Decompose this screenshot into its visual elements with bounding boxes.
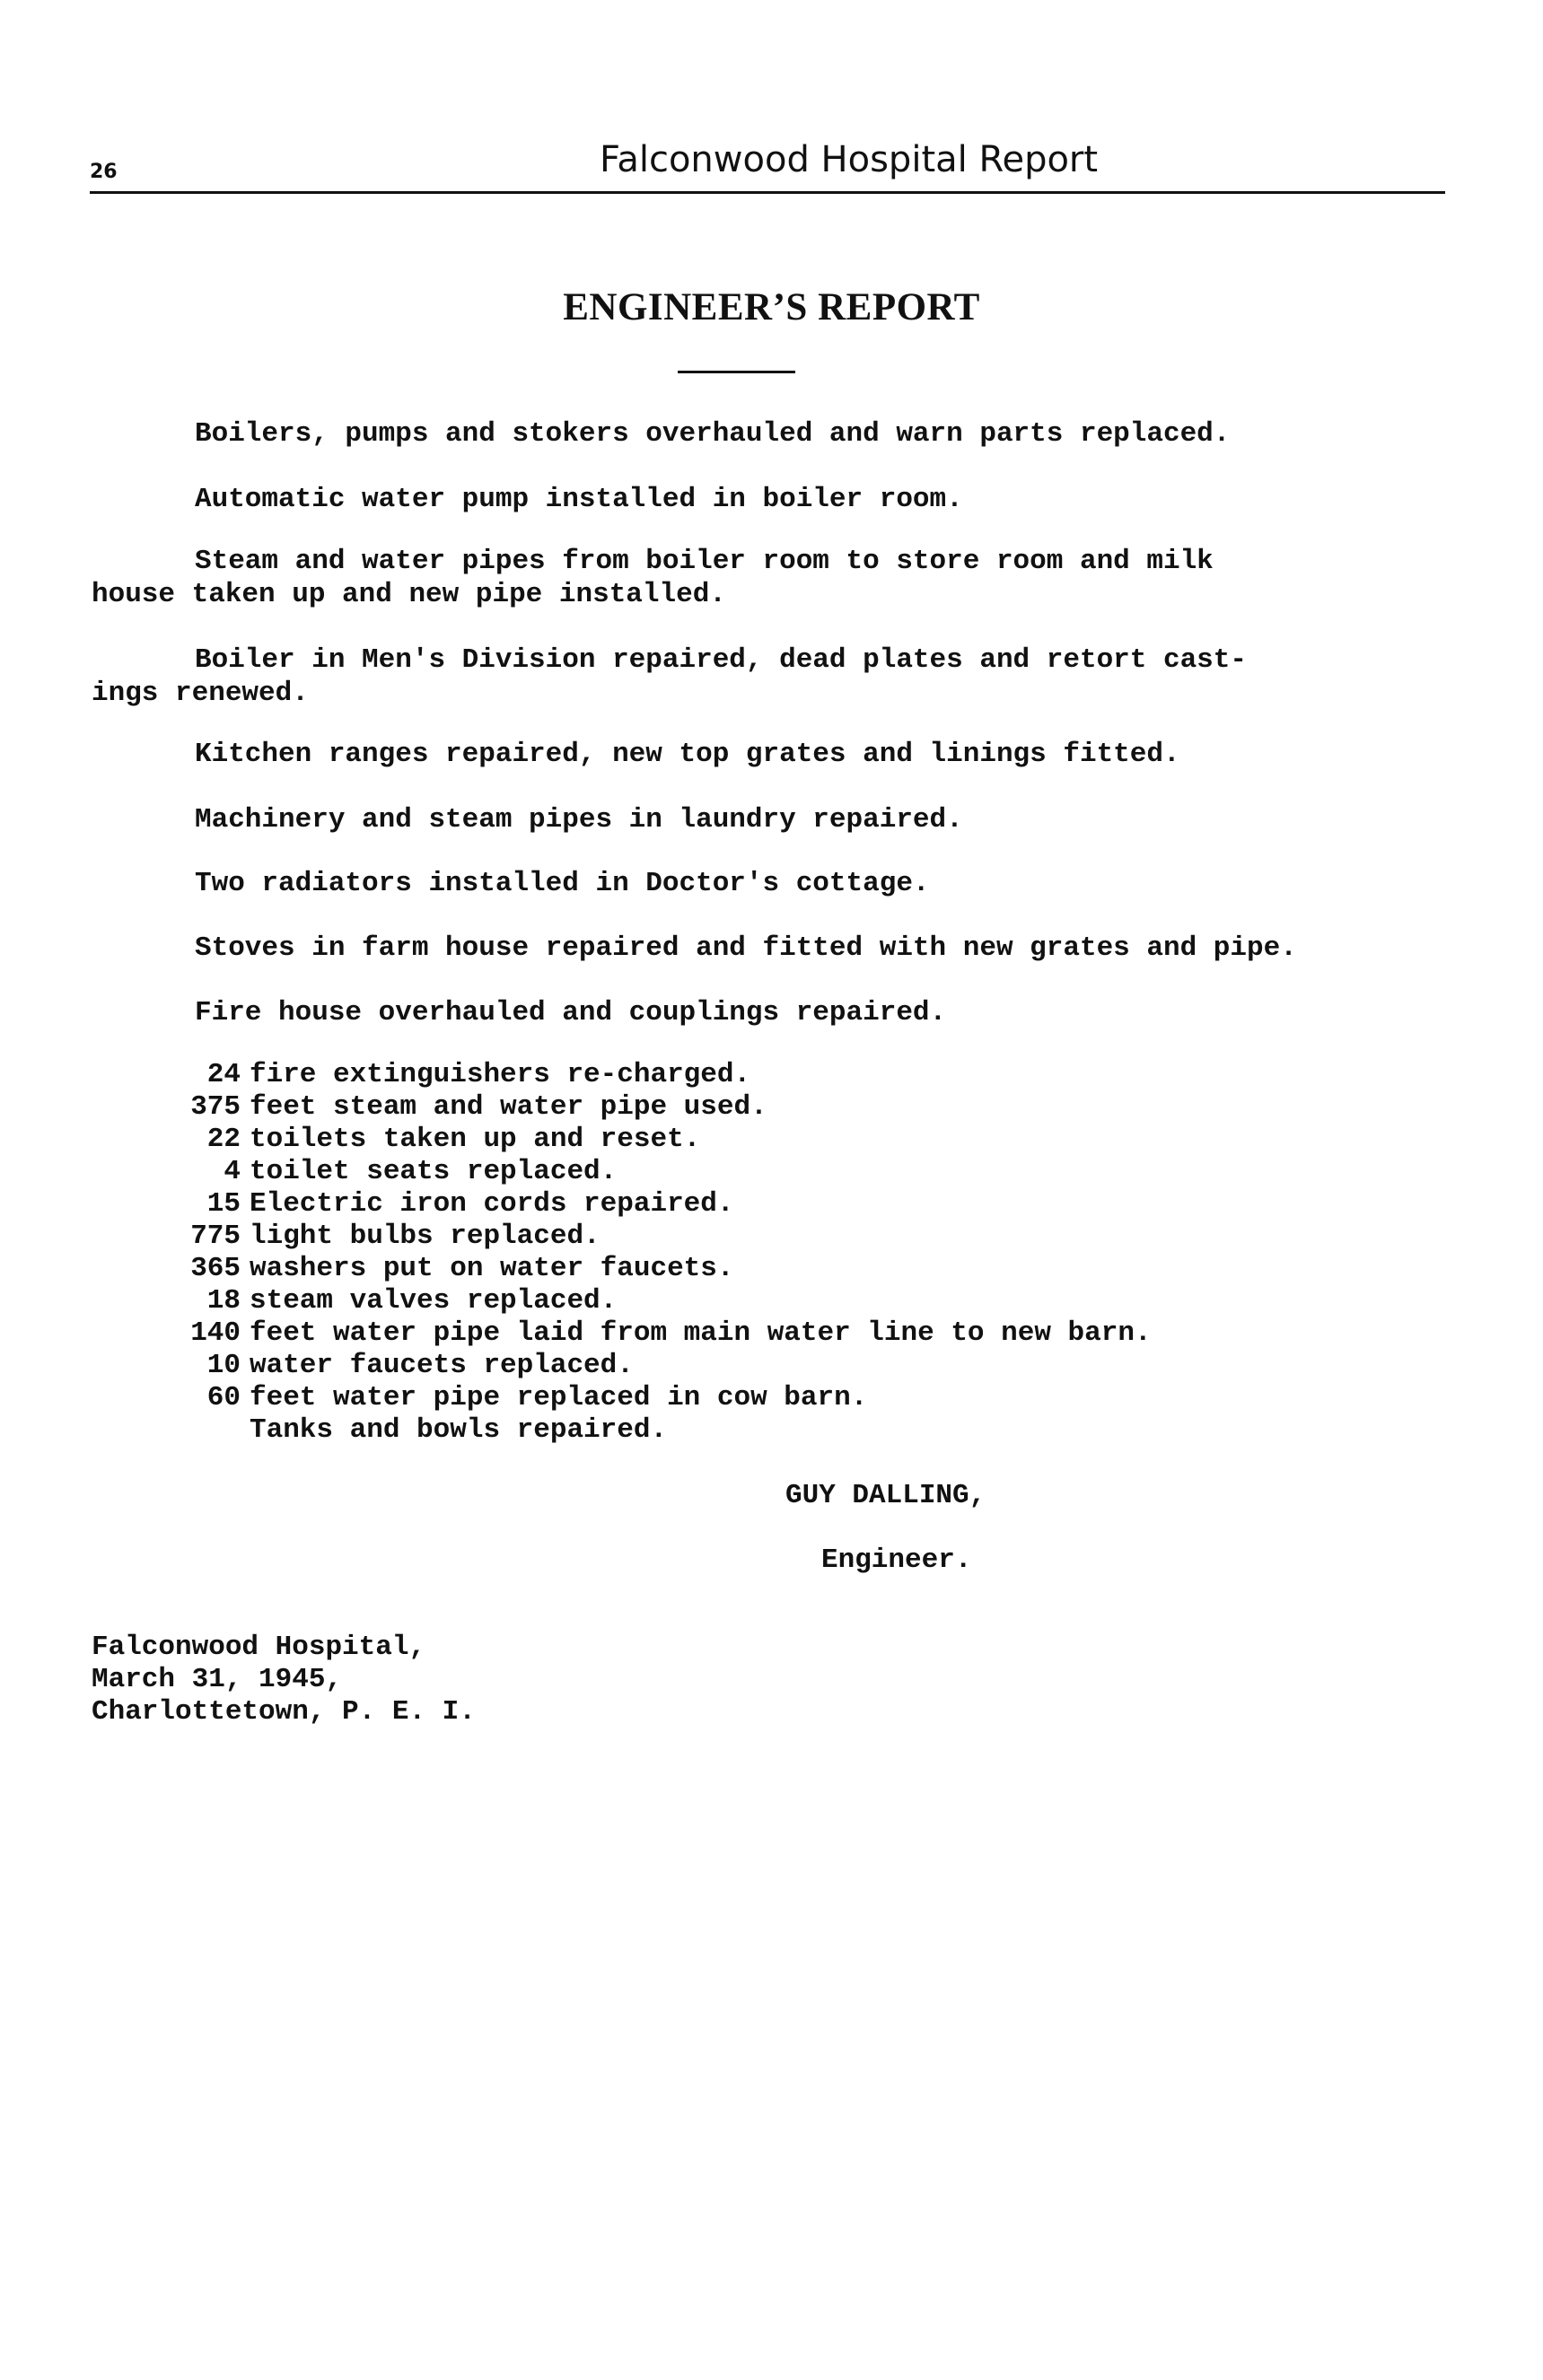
item-text: Electric iron cords repaired. xyxy=(250,1188,734,1220)
list-item xyxy=(151,1124,1407,1156)
address-line: Falconwood Hospital, xyxy=(92,1632,426,1663)
paragraph-line: Boilers, pumps and stokers overhauled and warn parts replaced. xyxy=(195,418,1231,450)
item-quantity: 22 xyxy=(206,1124,241,1155)
list-item xyxy=(151,1285,1407,1317)
item-text: water faucets replaced. xyxy=(250,1350,634,1381)
item-quantity: 18 xyxy=(206,1285,241,1317)
item-quantity: 24 xyxy=(206,1059,241,1090)
item-quantity: 365 xyxy=(190,1253,241,1284)
item-text: toilets taken up and reset. xyxy=(250,1124,701,1155)
list-item xyxy=(151,1382,1407,1414)
item-quantity: 4 xyxy=(224,1156,241,1187)
item-text: light bulbs replaced. xyxy=(250,1221,601,1252)
work-items-list xyxy=(151,1059,1407,1447)
paragraph xyxy=(92,643,1474,710)
paragraph-line: ings renewed. xyxy=(92,678,309,709)
list-item xyxy=(151,1221,1407,1253)
paragraph xyxy=(92,803,1474,836)
header-rule xyxy=(90,191,1445,194)
item-quantity: 140 xyxy=(190,1317,241,1349)
item-text: feet water pipe replaced in cow barn. xyxy=(250,1382,868,1413)
address-block xyxy=(92,1632,476,1728)
report-title: ENGINEER’S REPORT xyxy=(563,286,980,328)
running-title: Falconwood Hospital Report xyxy=(600,139,1099,180)
item-text: Tanks and bowls repaired. xyxy=(250,1414,668,1446)
item-text: feet water pipe laid from main water line to new barn. xyxy=(250,1317,1152,1349)
running-header xyxy=(90,139,1445,195)
paragraph-line: Boiler in Men's Division repaired, dead plates and retort cast- xyxy=(195,644,1247,676)
list-item xyxy=(151,1253,1407,1285)
paragraph xyxy=(92,545,1474,611)
list-item xyxy=(151,1188,1407,1221)
signature-name: GUY DALLING, xyxy=(785,1480,986,1511)
item-quantity: 775 xyxy=(190,1221,241,1252)
item-text: washers put on water faucets. xyxy=(250,1253,734,1284)
list-item xyxy=(151,1091,1407,1124)
paragraph xyxy=(92,483,1474,516)
item-quantity: 60 xyxy=(206,1382,241,1413)
paragraph xyxy=(92,932,1474,965)
item-text: toilet seats replaced. xyxy=(250,1156,618,1187)
paragraph-line: Two radiators installed in Doctor's cottage. xyxy=(195,868,930,899)
signature-title: Engineer. xyxy=(821,1544,972,1576)
item-text: feet steam and water pipe used. xyxy=(250,1091,767,1123)
item-quantity: 10 xyxy=(206,1350,241,1381)
paragraph-line: Automatic water pump installed in boiler room. xyxy=(195,484,963,515)
paragraph-line: Stoves in farm house repaired and fitted with new grates and pipe. xyxy=(195,932,1297,964)
paragraph xyxy=(92,996,1474,1029)
list-item xyxy=(151,1414,1407,1447)
paragraph-line: Kitchen ranges repaired, new top grates and linings fitted. xyxy=(195,739,1180,770)
paragraph-line: Steam and water pipes from boiler room to store room and milk xyxy=(195,546,1214,577)
title-rule xyxy=(678,371,795,373)
item-text: steam valves replaced. xyxy=(250,1285,618,1317)
address-line: March 31, 1945, xyxy=(92,1664,343,1695)
paragraph-line: Machinery and steam pipes in laundry repaired. xyxy=(195,804,963,836)
list-item xyxy=(151,1350,1407,1382)
item-quantity: 15 xyxy=(206,1188,241,1220)
paragraph xyxy=(92,738,1474,771)
list-item xyxy=(151,1317,1407,1350)
paragraph xyxy=(92,417,1474,451)
paragraph-line: house taken up and new pipe installed. xyxy=(92,579,726,610)
item-quantity: 375 xyxy=(190,1091,241,1123)
address-line: Charlottetown, P. E. I. xyxy=(92,1696,476,1728)
paragraph-line: Fire house overhauled and couplings repaired. xyxy=(195,997,947,1028)
list-item xyxy=(151,1156,1407,1188)
page-number: 26 xyxy=(90,161,118,183)
paragraph xyxy=(92,867,1474,900)
item-text: fire extinguishers re-charged. xyxy=(250,1059,751,1090)
list-item xyxy=(151,1059,1407,1091)
